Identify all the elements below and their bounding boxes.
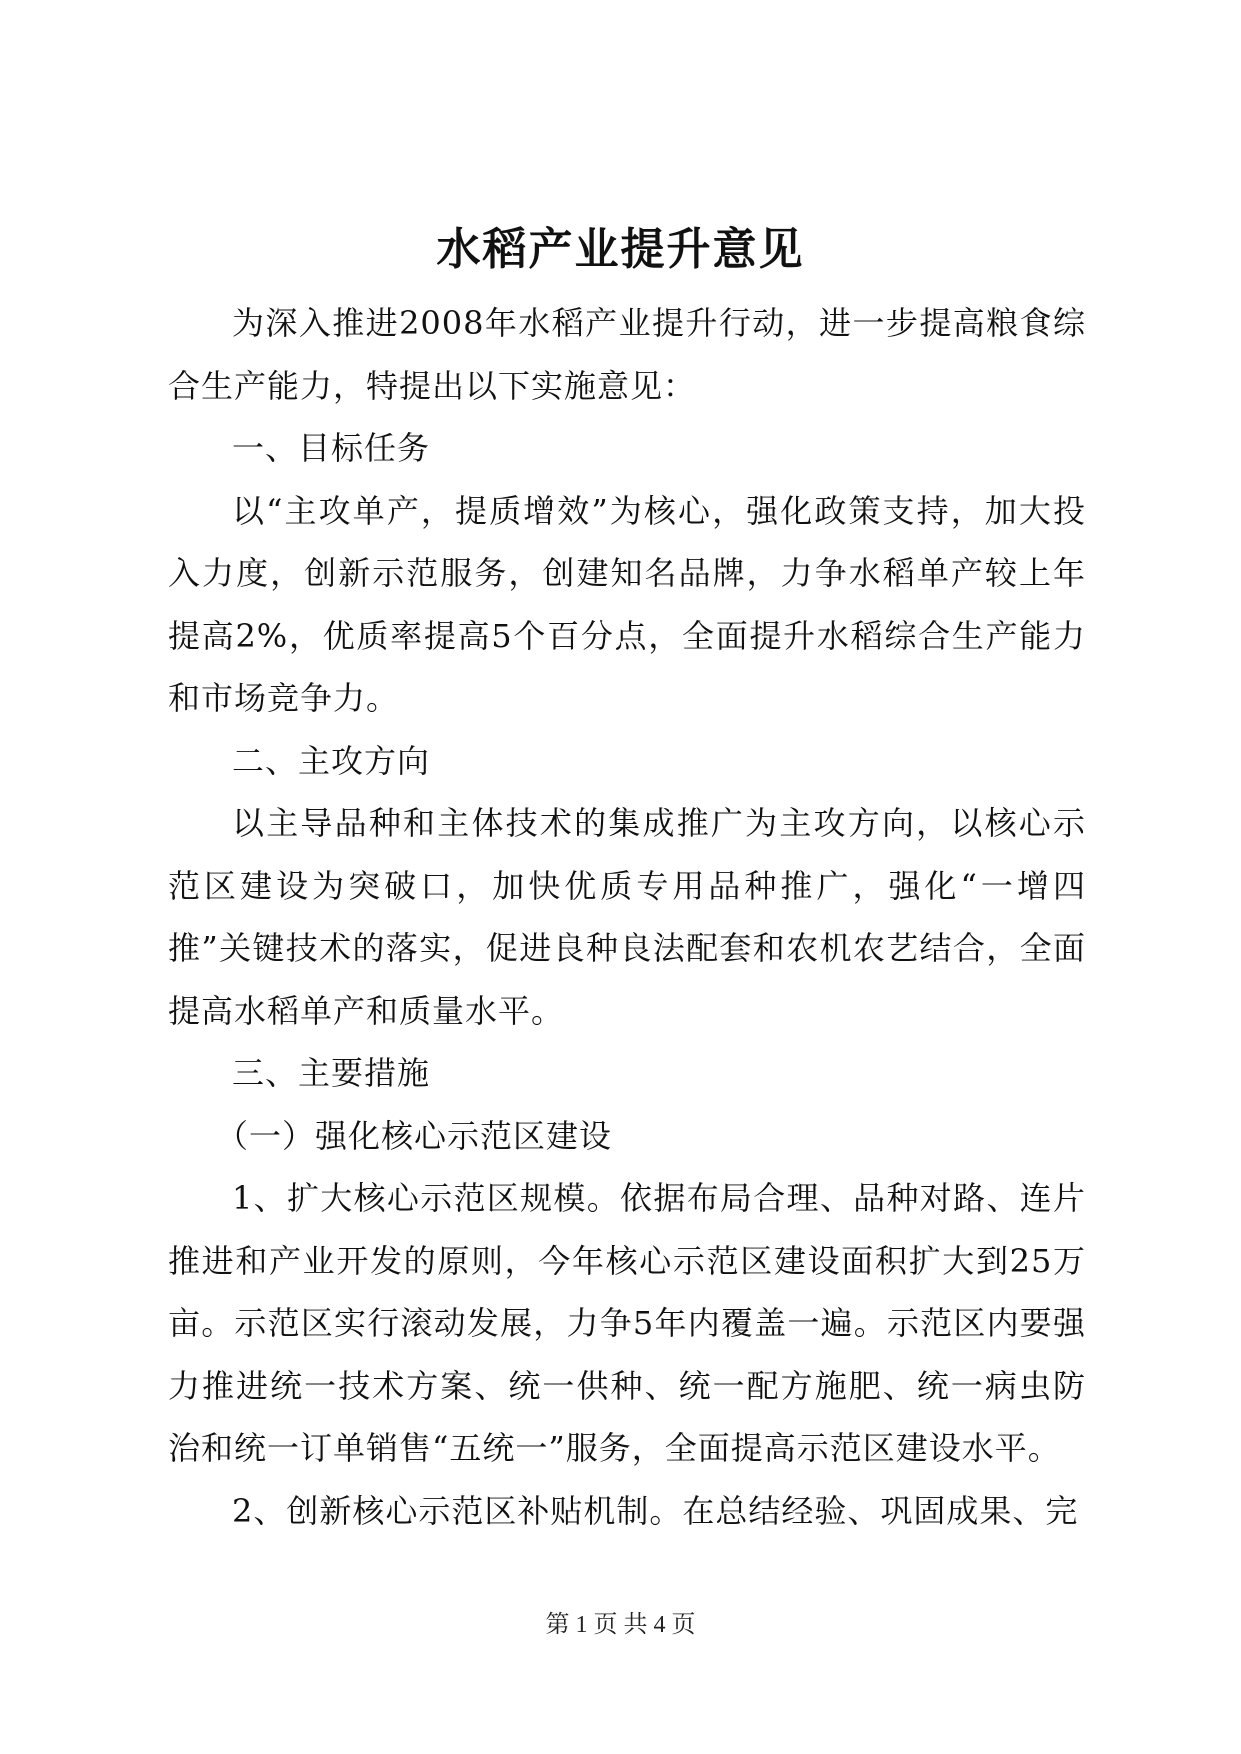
section-heading-goals: 一、目标任务 <box>232 429 431 467</box>
paragraph-goals: 以“主攻单产，提质增效”为核心，强化政策支持，加大投入力度，创新示范服务，创建知名品牌，力争水稻单产较上年提高2%，优质率提高5个百分点，全面提升水稻综合生产能力和市场竞争力。 <box>168 491 1086 717</box>
page-number-footer: 第 1 页 共 4 页 <box>545 1612 696 1638</box>
paragraph-direction: 以主导品种和主体技术的集成推广为主攻方向，以核心示范区建设为突破口，加快优质专用品种推广，强化“一增四推”关键技术的落实，促进良种良法配套和农机农艺结合，全面提高水稻单产和质量水平。 <box>168 804 1086 1030</box>
paragraph-intro: 为深入推进2008年水稻产业提升行动，进一步提高粮食综合生产能力，特提出以下实施意见： <box>168 304 1086 405</box>
section-heading-direction: 二、主攻方向 <box>232 741 431 780</box>
document-body <box>168 292 1086 1542</box>
section-heading-measures: 三、主要措施 <box>232 1054 431 1092</box>
paragraph-measure-1: 1、扩大核心示范区规模。依据布局合理、品种对路、连片推进和产业开发的原则，今年核心示范区建设面积扩大到25万亩。示范区实行滚动发展，力争5年内覆盖一遍。示范区内要强力推进统一技术方案、统一供种、统一配方施肥、统一病虫防治和统一订单销售“五统一”服务，全面提高示范区建设水平。 <box>168 1179 1086 1467</box>
paragraph-measure-2: 2、创新核心示范区补贴机制。在总结经验、巩固成果、完 <box>232 1491 1079 1530</box>
document-title: 水稻产业提升意见 <box>436 224 805 275</box>
subsection-heading-demo-zone: （一）强化核心示范区建设 <box>216 1116 613 1155</box>
